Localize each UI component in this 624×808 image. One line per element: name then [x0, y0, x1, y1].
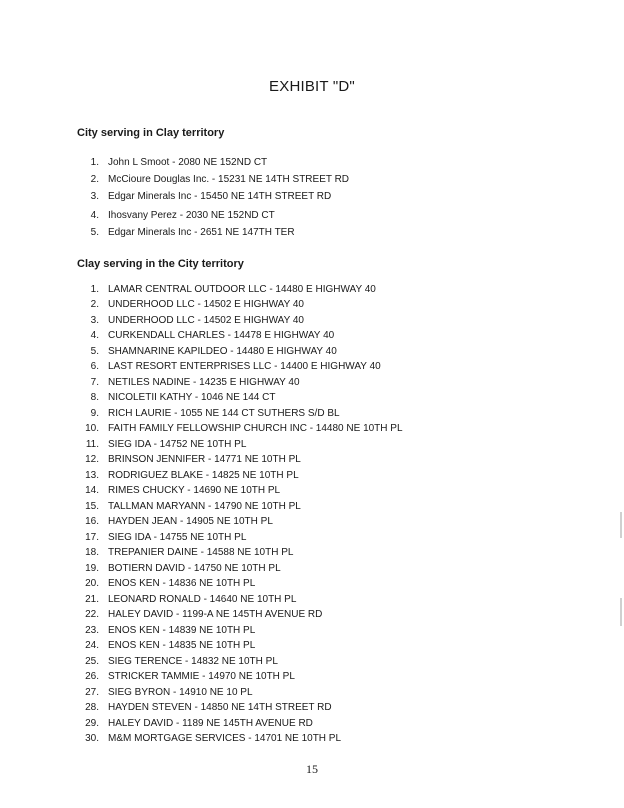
list-item-number: 3. [90, 314, 99, 326]
list-item [77, 225, 349, 240]
list-item-number: 2. [90, 299, 99, 311]
list-item [77, 453, 403, 467]
list-item-number: 22. [85, 609, 99, 621]
list-item-number: 15. [85, 500, 99, 512]
list-item-number: 24. [85, 640, 99, 652]
list-item-text: ENOS KEN - 14836 NE 10TH PL [108, 578, 256, 590]
list-item-text: NETILES NADINE - 14235 E HIGHWAY 40 [108, 376, 300, 388]
list-item-text: HAYDEN JEAN - 14905 NE 10TH PL [108, 516, 273, 528]
list-item-text: BRINSON JENNIFER - 14771 NE 10TH PL [108, 454, 301, 466]
list-item-number: 16. [85, 516, 99, 528]
page-number: 15 [306, 762, 318, 776]
list-item [77, 701, 403, 715]
list-item-number: 17. [85, 531, 99, 543]
list-item-text: ENOS KEN - 14839 NE 10TH PL [108, 624, 256, 636]
list-item-number: 10. [85, 423, 99, 435]
list-item-text: John L Smoot - 2080 NE 152ND CT [108, 157, 268, 168]
list-item-number: 3. [90, 191, 99, 202]
section-heading-clay-serving-city: Clay serving in the City territory [77, 258, 244, 270]
list-item [77, 670, 403, 684]
list-item [77, 639, 403, 653]
list-item [77, 407, 403, 421]
list-item-number: 7. [90, 376, 99, 388]
list-item-number: 9. [90, 407, 99, 419]
list-item-number: 20. [85, 578, 99, 590]
list-item [77, 717, 403, 731]
list-item [77, 283, 403, 297]
list-item-text: TALLMAN MARYANN - 14790 NE 10TH PL [108, 500, 301, 512]
section-heading-city-serving-clay: City serving in Clay territory [77, 127, 225, 139]
list-item [77, 655, 403, 669]
list-item-number: 4. [90, 330, 99, 342]
list-item-number: 25. [85, 655, 99, 667]
list-item-text: STRICKER TAMMIE - 14970 NE 10TH PL [108, 671, 295, 683]
list-item-number: 14. [85, 485, 99, 497]
list-item-text: Edgar Minerals Inc - 2651 NE 147TH TER [108, 227, 295, 238]
list-item-text: SIEG IDA - 14752 NE 10TH PL [108, 438, 247, 450]
list-item-text: HAYDEN STEVEN - 14850 NE 14TH STREET RD [108, 702, 332, 714]
list-item [77, 438, 403, 452]
list-item [77, 484, 403, 498]
list-item-number: 1. [90, 284, 99, 295]
list-item [77, 608, 403, 622]
list-item-number: 2. [90, 174, 99, 185]
list-item [77, 686, 403, 700]
list-item [77, 531, 403, 545]
list-item-text: NICOLETII KATHY - 1046 NE 144 CT [108, 392, 276, 404]
list-item-number: 12. [85, 454, 99, 466]
list-item [77, 593, 403, 607]
list-item-text: Ihosvany Perez - 2030 NE 152ND CT [108, 210, 275, 221]
list-item [77, 546, 403, 560]
list-item-text: LAMAR CENTRAL OUTDOOR LLC - 14480 E HIGHWAY 40 [108, 284, 376, 295]
clay-serving-city-list [77, 283, 403, 748]
city-serving-clay-list [77, 155, 349, 242]
scan-edge-mark [620, 598, 622, 626]
list-item-text: ENOS KEN - 14835 NE 10TH PL [108, 640, 256, 652]
list-item [77, 391, 403, 405]
list-item-number: 18. [85, 547, 99, 559]
list-item-number: 11. [85, 438, 99, 450]
list-item-number: 28. [85, 702, 99, 714]
list-item [77, 376, 403, 390]
list-item [77, 732, 403, 746]
list-item-text: CURKENDALL CHARLES - 14478 E HIGHWAY 40 [108, 330, 335, 342]
list-item [77, 172, 349, 187]
list-item [77, 577, 403, 591]
list-item [77, 624, 403, 638]
list-item-number: 1. [90, 157, 99, 168]
list-item-number: 26. [85, 671, 99, 683]
list-item-text: RICH LAURIE - 1055 NE 144 CT SUTHERS S/D BL [108, 407, 340, 419]
list-item-number: 6. [90, 361, 99, 373]
list-item-text: TREPANIER DAINE - 14588 NE 10TH PL [108, 547, 294, 559]
list-item-number: 29. [85, 717, 99, 729]
list-item-text: UNDERHOOD LLC - 14502 E HIGHWAY 40 [108, 314, 304, 326]
list-item [77, 155, 349, 170]
list-item-number: 30. [85, 733, 99, 745]
list-item [77, 298, 403, 312]
list-item-number: 5. [90, 345, 99, 357]
list-item [77, 345, 403, 359]
list-item-text: HALEY DAVID - 1199-A NE 145TH AVENUE RD [108, 609, 323, 621]
list-item-text: RODRIGUEZ BLAKE - 14825 NE 10TH PL [108, 469, 299, 481]
list-item-text: HALEY DAVID - 1189 NE 145TH AVENUE RD [108, 717, 313, 729]
list-item-number: 8. [90, 392, 99, 404]
list-item [77, 515, 403, 529]
scan-edge-mark [620, 512, 622, 538]
list-item-number: 19. [85, 562, 99, 574]
list-item-text: UNDERHOOD LLC - 14502 E HIGHWAY 40 [108, 299, 304, 311]
list-item [77, 189, 349, 204]
list-item-number: 5. [90, 227, 99, 238]
list-item [77, 360, 403, 374]
list-item-text: SIEG TERENCE - 14832 NE 10TH PL [108, 655, 278, 667]
list-item [77, 469, 403, 483]
list-item [77, 500, 403, 514]
exhibit-title: EXHIBIT "D" [269, 78, 355, 95]
list-item-text: M&M MORTGAGE SERVICES - 14701 NE 10TH PL [108, 733, 342, 745]
list-item-text: RIMES CHUCKY - 14690 NE 10TH PL [108, 485, 281, 497]
list-item-text: BOTIERN DAVID - 14750 NE 10TH PL [108, 562, 281, 574]
list-item [77, 562, 403, 576]
list-item-text: LEONARD RONALD - 14640 NE 10TH PL [108, 593, 297, 605]
list-item [77, 329, 403, 343]
list-item-number: 4. [90, 210, 99, 221]
list-item [77, 422, 403, 436]
list-item [77, 314, 403, 328]
list-item-text: McCioure Douglas Inc. - 15231 NE 14TH STREET RD [108, 174, 350, 185]
list-item-number: 23. [85, 624, 99, 636]
list-item-text: FAITH FAMILY FELLOWSHIP CHURCH INC - 14480 NE 10TH PL [108, 423, 403, 435]
list-item-text: SIEG BYRON - 14910 NE 10 PL [108, 686, 253, 698]
list-item-text: LAST RESORT ENTERPRISES LLC - 14400 E HIGHWAY 40 [108, 361, 381, 373]
list-item-number: 13. [85, 469, 99, 481]
list-item-text: SIEG IDA - 14755 NE 10TH PL [108, 531, 247, 543]
list-item-number: 27. [85, 686, 99, 698]
list-item-text: Edgar Minerals Inc - 15450 NE 14TH STREET RD [108, 191, 332, 202]
list-item-number: 21. [85, 593, 99, 605]
list-item-text: SHAMNARINE KAPILDEO - 14480 E HIGHWAY 40 [108, 345, 337, 357]
list-item [77, 208, 349, 223]
